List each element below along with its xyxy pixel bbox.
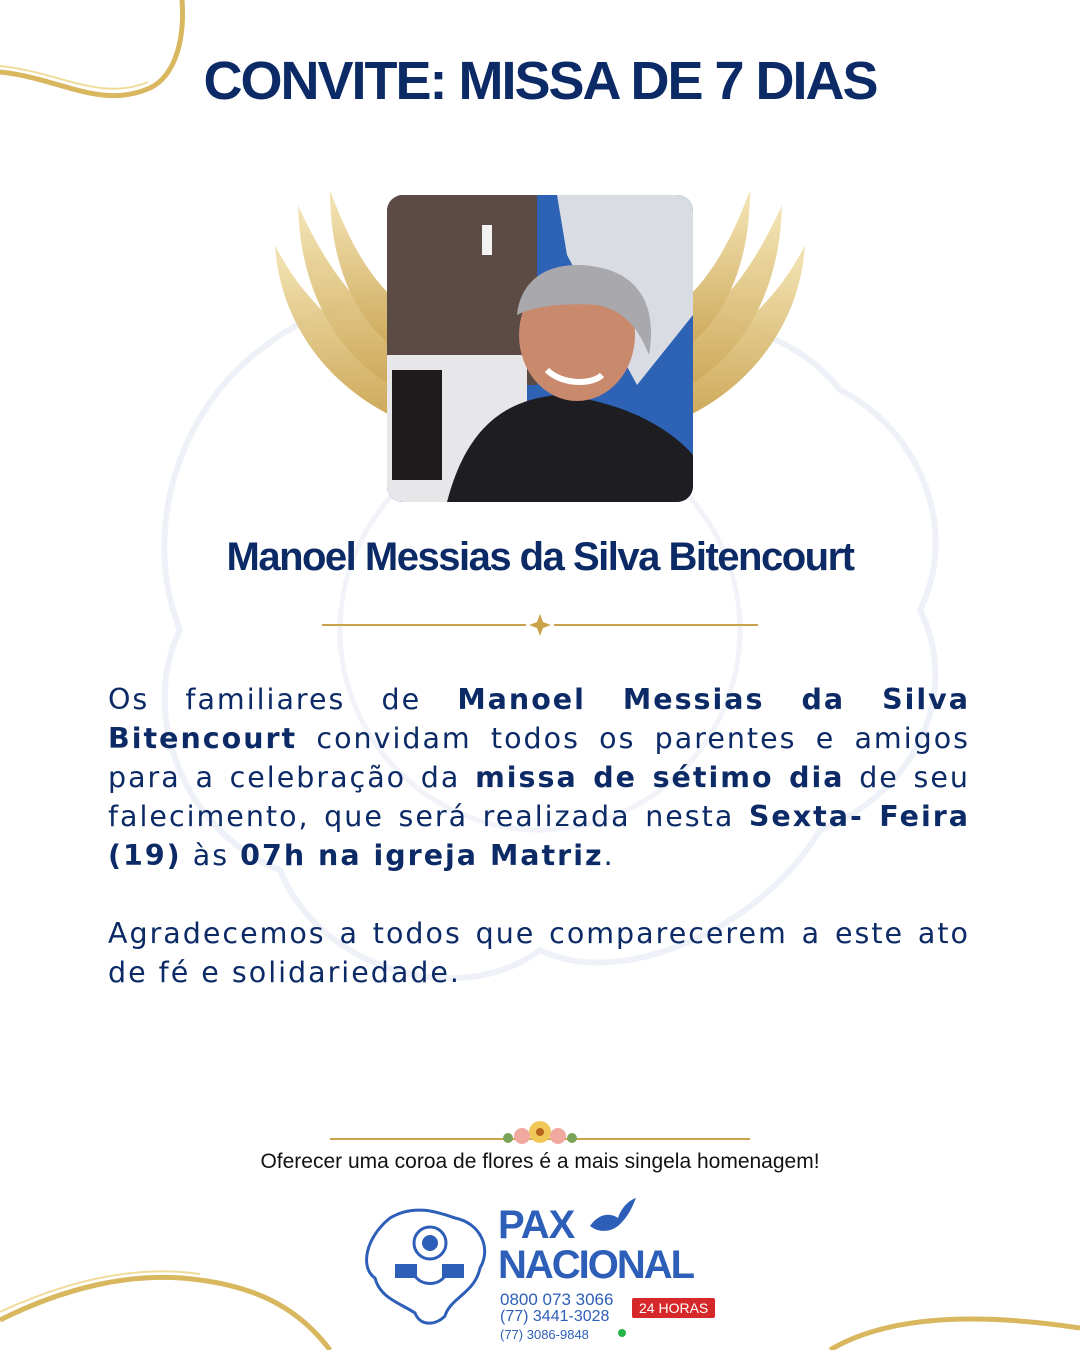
divider-star-icon bbox=[322, 612, 758, 638]
bold-mass: missa de sétimo dia bbox=[475, 761, 845, 794]
bottom-right-gold-curve bbox=[820, 1300, 1080, 1350]
bold-date: Sexta- Feira (19) bbox=[108, 800, 971, 872]
phone-tollfree[interactable]: 0800 073 3066 bbox=[500, 1290, 614, 1309]
footer-tagline: Oferecer uma coroa de flores é a mais singela homenagem! bbox=[260, 1150, 820, 1173]
brand-name-line2: NACIONAL bbox=[498, 1243, 694, 1287]
bottom-left-gold-curve bbox=[0, 1250, 340, 1350]
bold-time-place: 07h na igreja Matriz bbox=[240, 839, 604, 872]
deceased-photo bbox=[387, 195, 693, 502]
thanks-text: Agradecemos a todos que comparecerem a este ato de fé e solidariedade. bbox=[108, 917, 970, 989]
text-segment: Os familiares de bbox=[108, 683, 458, 716]
text-segment: convidam todos os parentes e amigos para a celebração da bbox=[108, 722, 970, 794]
text-segment: . bbox=[603, 839, 615, 872]
whatsapp-icon bbox=[618, 1329, 626, 1337]
hours-badge: 24 HORAS bbox=[632, 1298, 715, 1318]
flowers-icon bbox=[330, 1112, 750, 1154]
invitation-text bbox=[108, 680, 970, 875]
brazil-map-logo bbox=[360, 1198, 492, 1328]
dove-icon bbox=[588, 1196, 638, 1238]
phone-whatsapp[interactable]: (77) 3086-9848 bbox=[500, 1327, 589, 1342]
phone-landline[interactable]: (77) 3441-3028 bbox=[500, 1308, 610, 1325]
text-segment: de seu falecimento, que será realizada nesta bbox=[108, 761, 970, 833]
brand-name-line1: PAX bbox=[498, 1203, 575, 1247]
deceased-name: Manoel Messias da Silva Bitencourt bbox=[226, 535, 854, 579]
text-segment: às bbox=[181, 839, 241, 872]
page-title: CONVITE: MISSA DE 7 DIAS bbox=[203, 51, 877, 111]
bold-name: Manoel Messias da Silva Bitencourt bbox=[108, 683, 970, 755]
